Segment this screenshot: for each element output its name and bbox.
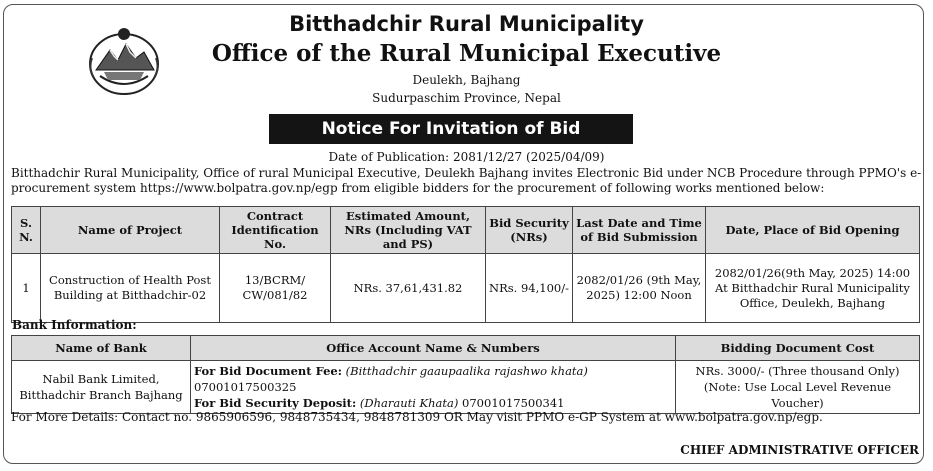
bank-table-header — [12, 336, 920, 361]
header-bid-security: Bid Security (NRs) — [486, 207, 573, 254]
security-label: For Bid Security Deposit: — [194, 396, 357, 410]
cell-accounts — [191, 361, 676, 414]
header-amount: Estimated Amount, NRs (Including VAT and PS) — [331, 207, 486, 254]
cell-contract-id: 13/BCRM/ CW/081/82 — [220, 254, 331, 323]
header-contract-id: Contract Identification No. — [220, 207, 331, 254]
header-bank-name: Name of Bank — [12, 336, 191, 361]
header-opening: Date, Place of Bid Opening — [706, 207, 920, 254]
header-project: Name of Project — [41, 207, 220, 254]
doc-fee-label: For Bid Document Fee: — [194, 364, 342, 378]
table-row — [12, 361, 920, 414]
signatory: CHIEF ADMINISTRATIVE OFFICER — [680, 443, 919, 457]
cell-project: Construction of Health Post Building at Bitthadchir-02 — [41, 254, 220, 323]
cell-amount: NRs. 37,61,431.82 — [331, 254, 486, 323]
address-line-1: Deulekh, Bajhang — [412, 73, 521, 87]
address-line-2: Sudurpaschim Province, Nepal — [372, 91, 561, 105]
security-line — [194, 395, 672, 411]
header-account: Office Account Name & Numbers — [191, 336, 676, 361]
doc-fee-number: 07001017500325 — [194, 380, 297, 394]
cell-last-date: 2082/01/26 (9th May, 2025) 12:00 Noon — [573, 254, 706, 323]
project-table — [11, 206, 920, 323]
project-table-header — [12, 207, 920, 254]
cost-line-1: NRs. 3000/- (Three thousand Only) — [695, 364, 900, 378]
doc-fee-account: (Bitthadchir gaaupaalika rajashwo khata) — [345, 364, 588, 378]
table-row — [12, 254, 920, 323]
municipality-name: Bitthadchir Rural Municipality — [289, 12, 644, 36]
cell-doc-cost — [676, 361, 920, 414]
contact-details: For More Details: Contact no. 9865906596, 9848735434, 9848781309 OR May visit PPMO e-GP System at www.bolpatra.gov.np/egp. — [11, 410, 823, 424]
publication-date: Date of Publication: 2081/12/27 (2025/04/09) — [328, 150, 605, 164]
bank-info-label: Bank Information: — [12, 318, 137, 332]
header-doc-cost: Bidding Document Cost — [676, 336, 920, 361]
security-number: 07001017500341 — [462, 396, 565, 410]
header-last-date: Last Date and Time of Bid Submission — [573, 207, 706, 254]
cell-bid-security: NRs. 94,100/- — [486, 254, 573, 323]
security-account: (Dharauti Khata) — [359, 396, 459, 410]
cell-bank-name: Nabil Bank Limited, Bitthadchir Branch Bajhang — [12, 361, 191, 414]
cell-sn: 1 — [12, 254, 41, 323]
cell-opening: 2082/01/26(9th May, 2025) 14:00 At Bitthadchir Rural Municipality Office, Deulekh, Bajhang — [706, 254, 920, 323]
header-sn: S. N. — [12, 207, 41, 254]
notice-title: Notice For Invitation of Bid — [269, 114, 633, 144]
doc-fee-line — [194, 363, 672, 395]
office-name: Office of the Rural Municipal Executive — [211, 40, 722, 67]
bank-table — [11, 335, 920, 414]
intro-paragraph: Bitthadchir Rural Municipality, Office of rural Municipal Executive, Deulekh Bajhang invites Electronic Bid under NCB Procedure through PPMO's e-procurement system https://www.bolpatra.gov.np/egp from eligible bidders for the procurement of following works mentioned below: — [11, 166, 922, 195]
cost-line-2: (Note: Use Local Level Revenue Voucher) — [703, 380, 892, 410]
